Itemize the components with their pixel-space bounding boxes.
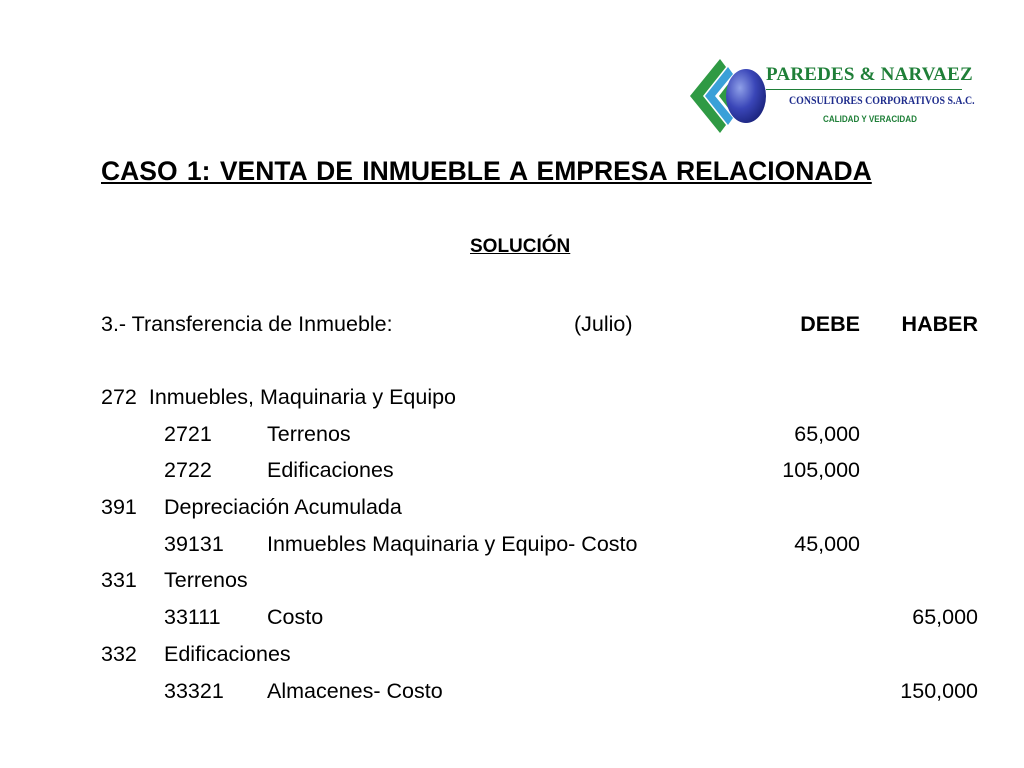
debe-header: DEBE xyxy=(800,312,860,336)
account-code: 391 xyxy=(101,495,137,519)
account-name: Costo xyxy=(267,605,324,629)
account-name: Inmuebles, Maquinaria y Equipo xyxy=(148,385,457,409)
account-name: Depreciación Acumulada xyxy=(164,495,402,519)
entry-label: 3.- Transferencia de Inmueble: xyxy=(101,312,393,336)
account-name: Inmuebles Maquinaria y Equipo- Costo xyxy=(267,532,638,556)
journal-row xyxy=(101,384,456,410)
logo-subtitle: CONSULTORES CORPORATIVOS S.A.C. xyxy=(789,95,975,107)
debe-amount: 45,000 xyxy=(794,532,860,556)
debe-amount: 105,000 xyxy=(782,458,860,482)
entry-month: (Julio) xyxy=(574,312,633,336)
haber-amount: 65,000 xyxy=(912,605,978,629)
account-code: 33321 xyxy=(164,679,224,703)
debe-amount: 65,000 xyxy=(794,422,860,446)
logo-company-name: PAREDES & NARVAEZ xyxy=(766,64,973,85)
haber-amount: 150,000 xyxy=(900,679,978,703)
account-code: 2721 xyxy=(164,422,212,446)
page-title: CASO 1: VENTA DE INMUEBLE A EMPRESA RELACIONADA xyxy=(101,156,872,186)
logo-diamond-icon xyxy=(686,55,770,137)
logo-tagline: CALIDAD Y VERACIDAD xyxy=(823,114,917,125)
account-code: 39131 xyxy=(164,532,224,556)
account-code: 272 xyxy=(101,385,137,409)
account-name: Edificaciones xyxy=(267,458,394,482)
subheading: SOLUCIÓN xyxy=(470,236,571,257)
account-name: Edificaciones xyxy=(164,642,291,666)
logo-divider xyxy=(766,89,962,90)
account-name: Almacenes- Costo xyxy=(267,679,443,703)
account-name: Terrenos xyxy=(164,568,248,592)
company-logo xyxy=(686,55,986,137)
account-name: Terrenos xyxy=(267,422,351,446)
account-code: 2722 xyxy=(164,458,212,482)
account-code: 331 xyxy=(101,568,137,592)
account-code: 33111 xyxy=(164,605,221,629)
haber-header: HABER xyxy=(901,312,978,336)
account-code: 332 xyxy=(101,642,137,666)
